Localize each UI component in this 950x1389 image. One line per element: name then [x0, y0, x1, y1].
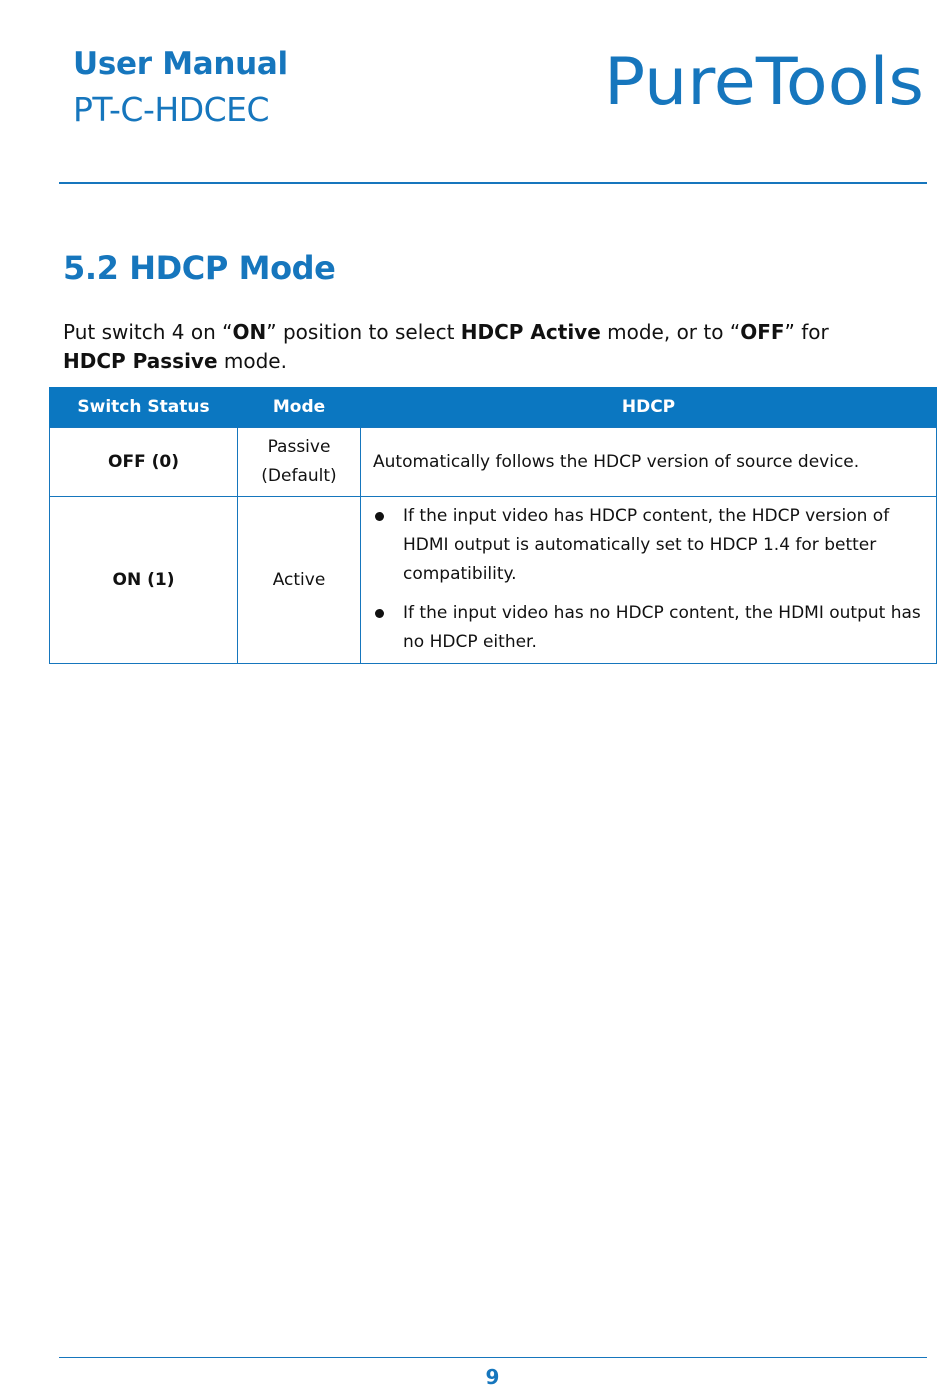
hdcp-mode-table [49, 387, 937, 664]
logo-text: PureTools [604, 45, 924, 116]
mode-cell [238, 428, 361, 497]
hdcp-description-cell: Automatically follows the HDCP version of source device. [361, 428, 937, 497]
hdcp-description-cell [361, 497, 937, 664]
intro-bold-off: OFF [740, 320, 785, 344]
hdcp-bullet-list [361, 498, 936, 663]
intro-text-4: ” for [784, 320, 829, 344]
intro-paragraph [63, 318, 893, 376]
list-item [373, 502, 926, 589]
header-switch-status: Switch Status [50, 387, 238, 428]
bullet-dot-icon [375, 609, 384, 618]
bullet-text: If the input video has no HDCP content, the HDMI output has no HDCP either. [403, 602, 921, 652]
intro-text-5: mode. [217, 349, 287, 373]
header-mode: Mode [238, 387, 361, 428]
status-cell: OFF (0) [50, 428, 238, 497]
status-cell: ON (1) [50, 497, 238, 664]
header-manual-label: User Manual [73, 46, 288, 82]
intro-bold-hdcp-passive: HDCP Passive [63, 349, 218, 373]
intro-text-2: ” position to select [266, 320, 461, 344]
header-hdcp: HDCP [361, 387, 937, 428]
bullet-dot-icon [375, 512, 384, 521]
header-model-name: PT-C-HDCEC [73, 90, 270, 129]
intro-text-1: Put switch 4 on “ [63, 320, 233, 344]
section-title: 5.2 HDCP Mode [63, 249, 336, 287]
page-number: 9 [485, 1365, 500, 1389]
header-divider [59, 182, 927, 184]
bullet-text: If the input video has HDCP content, the HDCP version of HDMI output is automatically set to HDCP 1.4 for better compatibility. [403, 505, 890, 584]
list-item [373, 599, 926, 657]
table-row [50, 497, 937, 664]
table-row [50, 428, 937, 497]
intro-text-3: mode, or to “ [600, 320, 741, 344]
puretools-logo [602, 40, 927, 116]
mode-line-1: Passive [267, 437, 331, 457]
mode-cell: Active [238, 497, 361, 664]
intro-bold-on: ON [232, 320, 267, 344]
footer-divider [59, 1357, 927, 1358]
table-header-row [50, 387, 937, 428]
intro-bold-hdcp-active: HDCP Active [460, 320, 601, 344]
mode-line-2: (Default) [261, 466, 337, 486]
